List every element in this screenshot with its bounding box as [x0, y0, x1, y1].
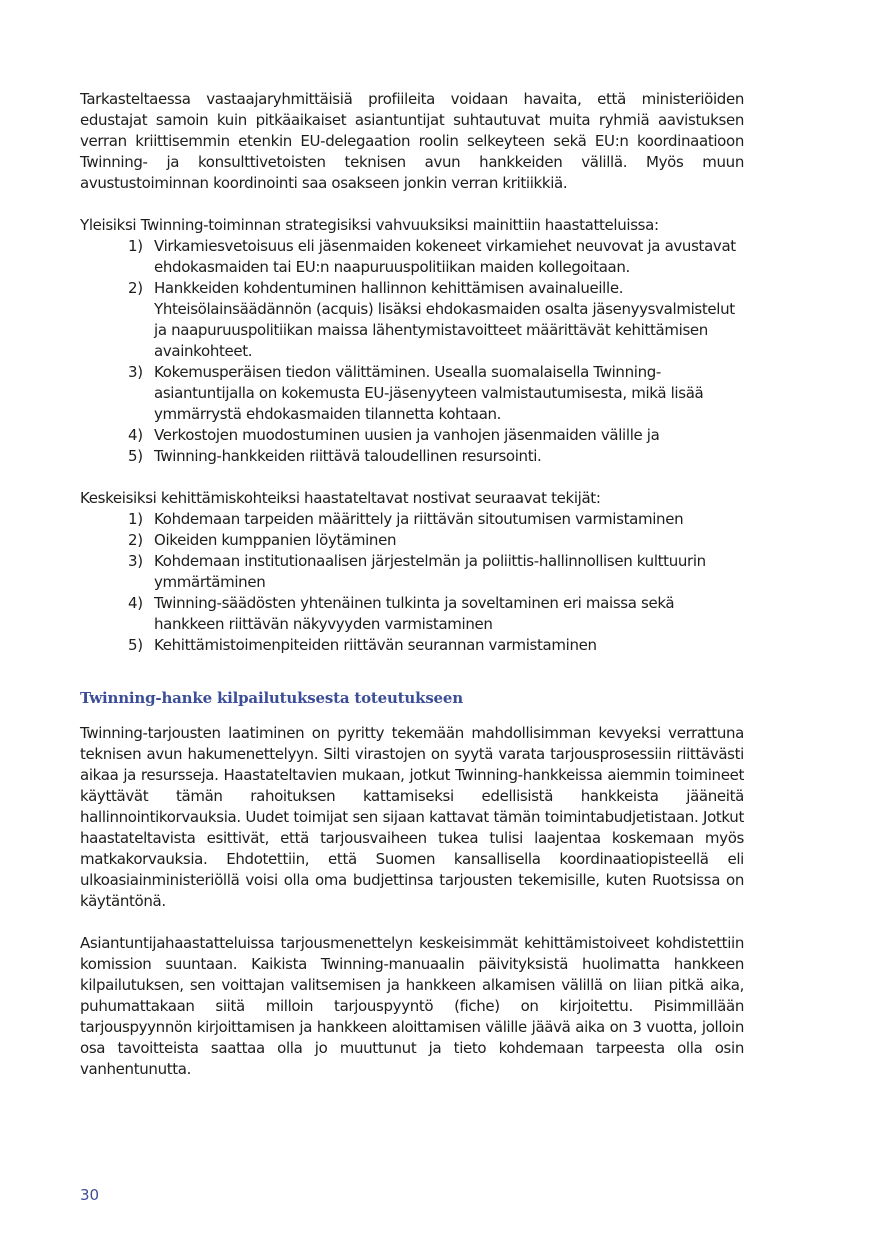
paragraph-gap [80, 194, 744, 215]
list-number: 4) [128, 426, 143, 444]
list-number: 2) [128, 531, 143, 549]
list-number: 4) [128, 594, 143, 612]
section-paragraph-2: Asiantuntijahaastatteluissa tarjousmenettelyn keskeisimmät kehittämistoiveet kohdistettiin komission suuntaan. Kaikista Twinning-manuaalin päivityksistä huolimatta hankkeen kilpailutuksen, sen voittajan valitsemisen ja hankkeen alkamisen välillä on liian pitkä aika, puhumattakaan siitä milloin tarjouspyyntö (fiche) on kirjoitettu. Pisimmillään tarjouspyynnön kirjoittamisen ja hankkeen aloittamisen välille jäävä aika on 3 vuotta, jolloin osa tavoitteista saattaa olla jo muuttunut ja tieto kohdemaan tarpeesta olla osin vanhentunutta. [80, 934, 744, 1078]
list-item-text: Kehittämistoimenpiteiden riittävän seurannan varmistaminen [154, 636, 597, 654]
list-number: 3) [128, 552, 143, 570]
list-number: 1) [128, 510, 143, 528]
list-item-text: Oikeiden kumppanien löytäminen [154, 531, 397, 549]
list-item-text: Kohdemaan institutionaalisen järjestelmän ja poliittis-hallinnollisen kulttuurin ymmärtäminen [154, 552, 706, 591]
section-paragraph-1: Twinning-tarjousten laatiminen on pyritty tekemään mahdollisimman kevyeksi verrattuna teknisen avun hakumenettelyyn. Silti virastojen on syytä varata tarjousprosessiin riittävästi aikaa ja resursseja. Haastateltavien mukaan, jotkut Twinning-hankkeissa aiemmin toimineet käyttävät tämän rahoituksen kattamiseksi edellisistä hankkeista jääneitä hallinnointikorvauksia. Uudet toimijat sen sijaan kattavat tämän toimintabudjetistaan. Jotkut haastateltavista esittivät, että tarjousvaiheen tukea tulisi laajentaa koskemaan myös matkakorvauksia. Ehdotettiin, että Suomen kansallisella koordinaatiopisteellä eli ulkoasiainministeriöllä voisi olla oma budjettinsa tarjousten tekemisille, kuten Ruotsissa on käytäntönä. [80, 724, 744, 910]
list-item-text: Verkostojen muodostuminen uusien ja vanhojen jäsenmaiden välille ja [154, 426, 660, 444]
list-item-text: Kohdemaan tarpeiden määrittely ja riittävän sitoutumisen varmistaminen [154, 510, 684, 528]
section-heading: Twinning-hanke kilpailutuksesta toteutukseen [80, 689, 463, 707]
list-number: 1) [128, 237, 143, 255]
list-number: 5) [128, 636, 143, 654]
list-item-text: Twinning-säädösten yhtenäinen tulkinta ja soveltaminen eri maissa sekä hankkeen riittävän näkyvyyden varmistaminen [154, 594, 675, 633]
strengths-intro: Yleisiksi Twinning-toiminnan strategisiksi vahvuuksiksi mainittiin haastatteluissa: [80, 216, 659, 234]
list-item [80, 551, 744, 593]
paragraph-gap [80, 912, 744, 933]
list-item-text: Virkamiesvetoisuus eli jäsenmaiden kokeneet virkamiehet neuvovat ja avustavat ehdokasmaiden tai EU:n naapuruuspolitiikan maiden kollegoitaan. [154, 237, 736, 276]
list-item [80, 593, 744, 635]
list-item [80, 530, 744, 551]
list-number: 2) [128, 279, 143, 297]
list-item [80, 278, 744, 362]
intro-paragraph: Tarkasteltaessa vastaajaryhmittäisiä profiileita voidaan havaita, että ministeriöiden edustajat samoin kuin pitkäaikaiset asiantuntijat suhtautuvat muita ryhmiä aavistuksen verran kriittisemmin etenkin EU-delegaation roolin selkeyteen sekä EU:n koordinaatioon Twinning- ja konsulttivetoisten teknisen avun hankkeiden välillä. Myös muun avustustoiminnan koordinointi saa osakseen jonkin verran kritiikkiä. [80, 90, 744, 192]
list-item-text: Hankkeiden kohdentuminen hallinnon kehittämisen avainalueille. Yhteisölainsäädännön (acquis) lisäksi ehdokasmaiden osalta jäsenyysvalmistelut ja naapuruuspolitiikan maissa lähentymistavoitteet määrittävät kehittämisen avainkohteet. [154, 279, 735, 360]
list-item [80, 635, 744, 656]
list-item [80, 446, 744, 467]
development-list [80, 509, 744, 656]
document-body [80, 89, 744, 1080]
list-item [80, 425, 744, 446]
list-number: 5) [128, 447, 143, 465]
strengths-list [80, 236, 744, 467]
list-number: 3) [128, 363, 143, 381]
list-item-text: Twinning-hankkeiden riittävä taloudellinen resursointi. [154, 447, 542, 465]
paragraph-gap [80, 467, 744, 488]
list-item [80, 362, 744, 425]
list-item-text: Kokemusperäisen tiedon välittäminen. Usealla suomalaisella Twinning-asiantuntijalla on kokemusta EU-jäsenyyteen valmistautumisesta, mikä lisää ymmärrystä ehdokasmaiden tilannetta kohtaan. [154, 363, 704, 423]
page-number: 30 [80, 1186, 100, 1204]
list-item [80, 236, 744, 278]
development-intro: Keskeisiksi kehittämiskohteiksi haastateltavat nostivat seuraavat tekijät: [80, 489, 601, 507]
list-item [80, 509, 744, 530]
